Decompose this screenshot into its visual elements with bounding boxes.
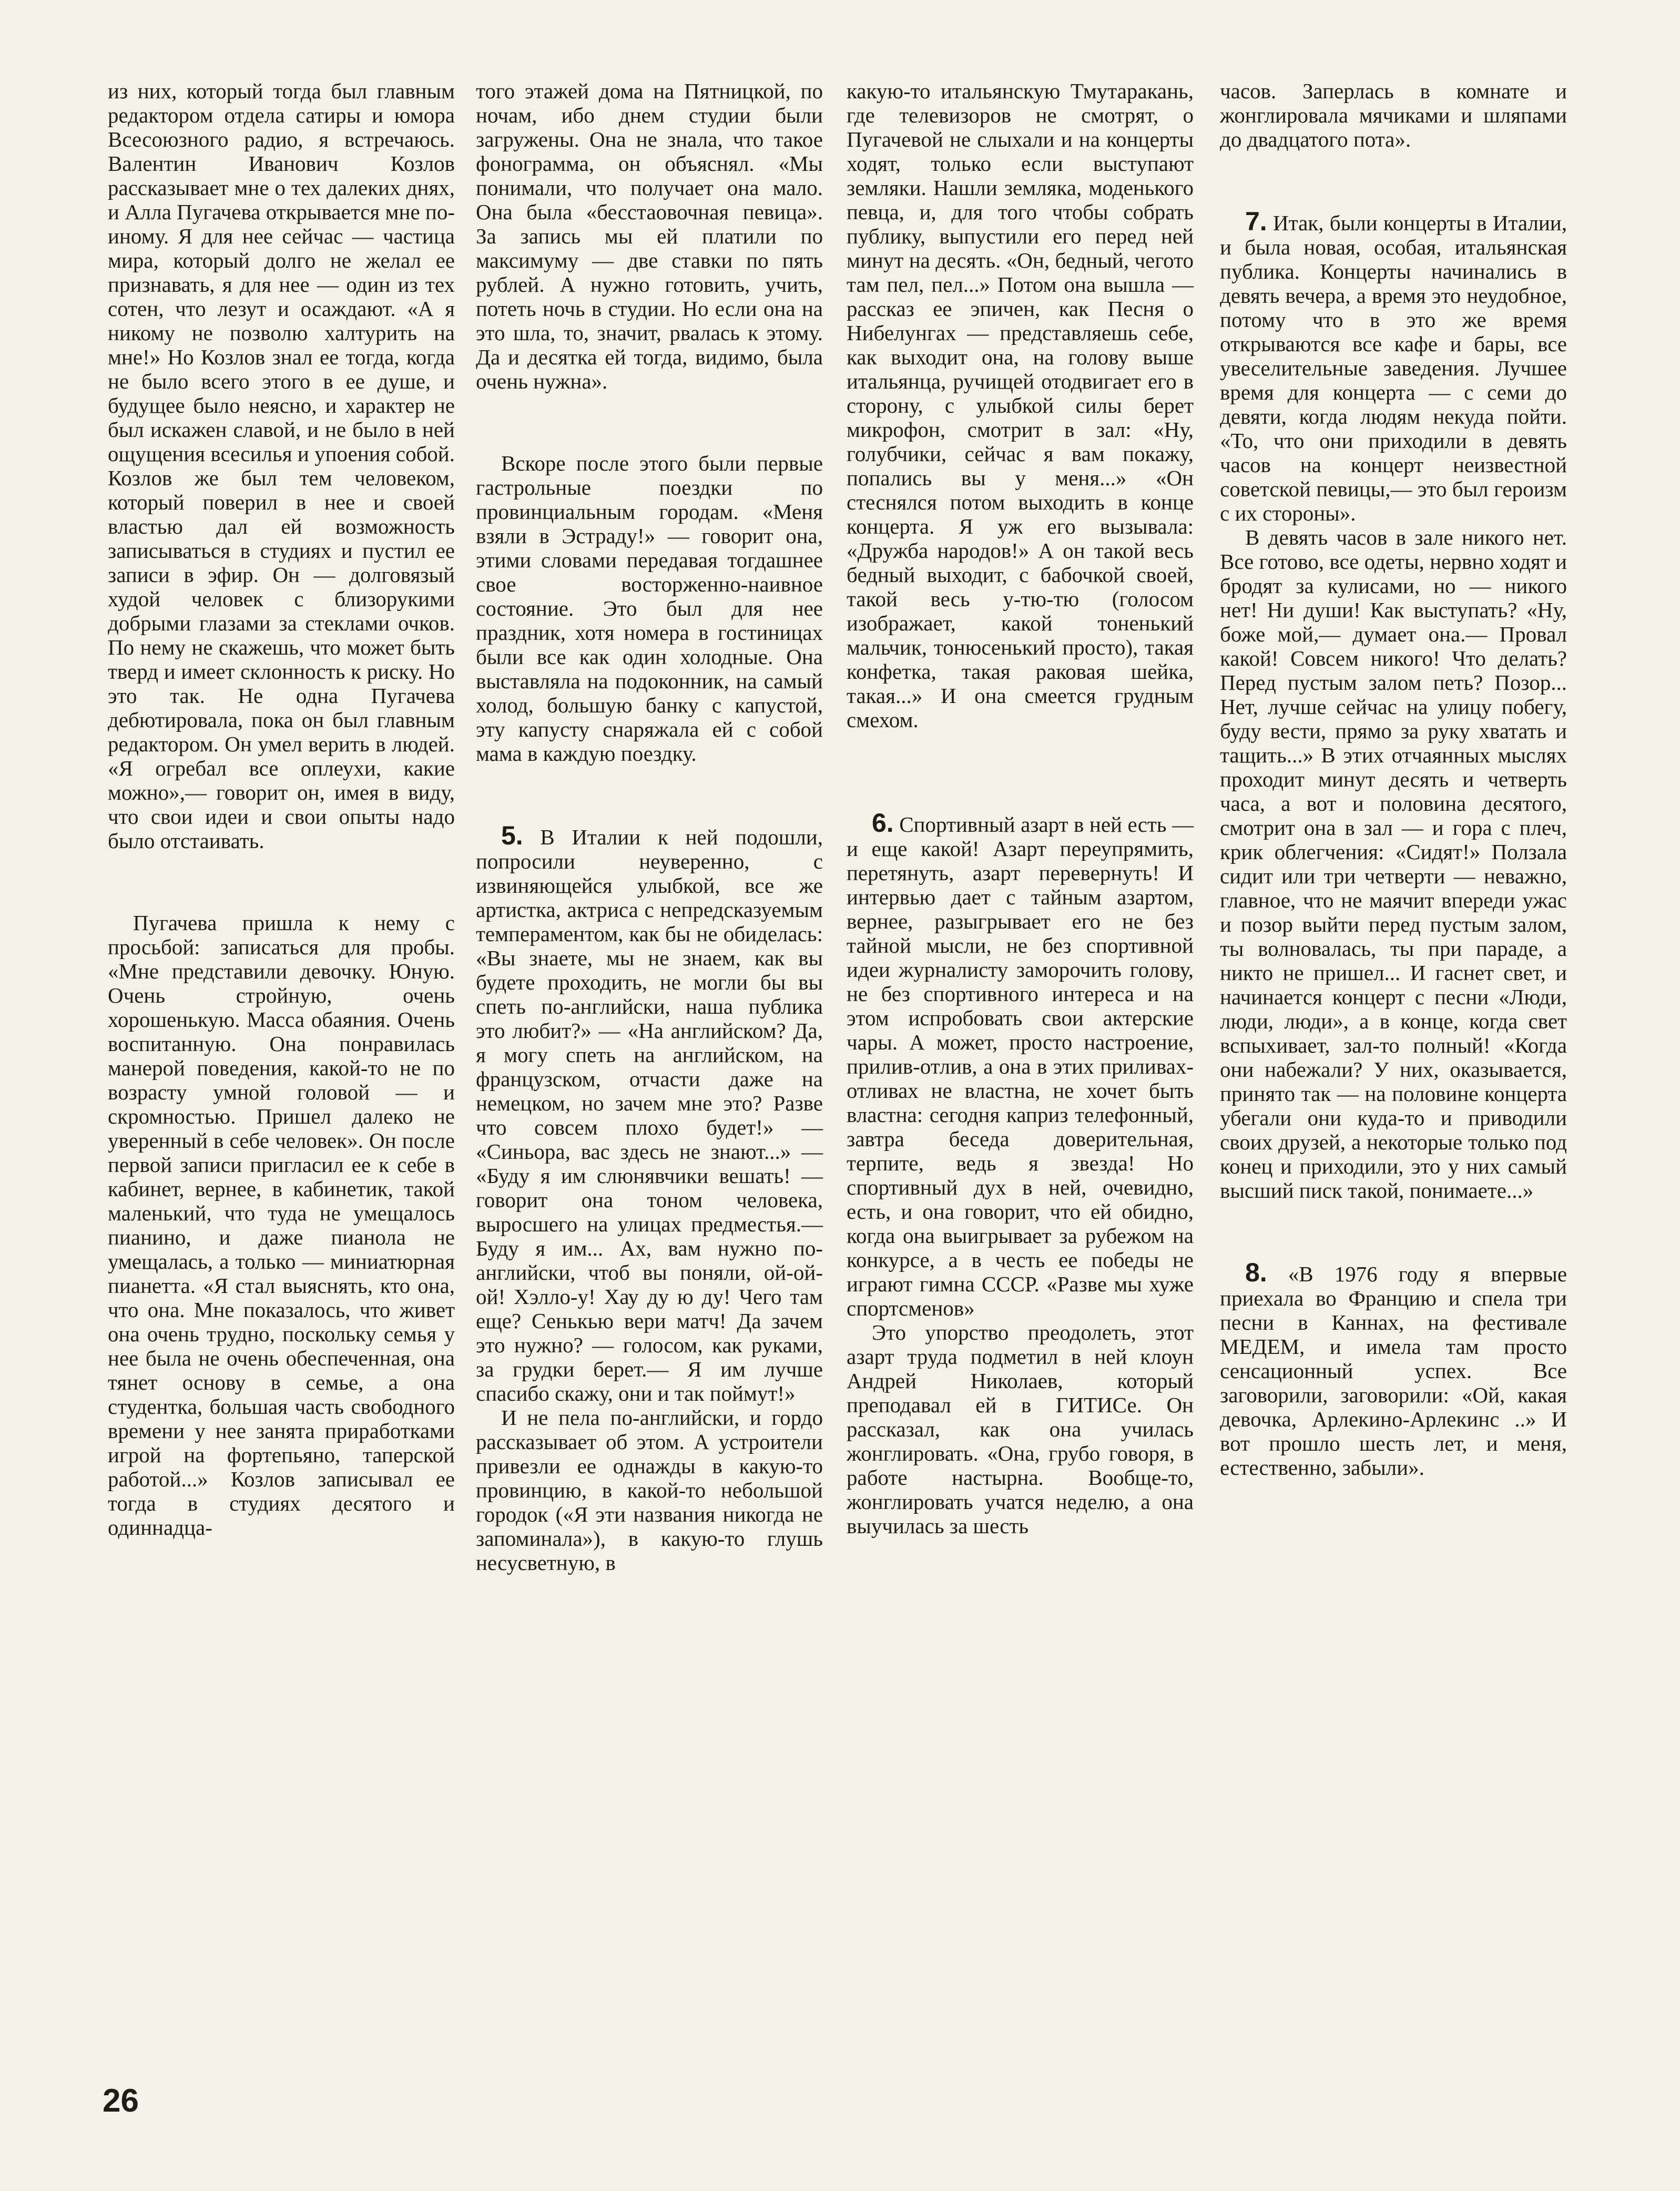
paragraph: И не пела по-английски, и гордо рассказывает об этом. А устроители привезли ее однажды в какую-то провинцию, в какой-то небольшой городок («Я эти названия никогда не запоминала»), в какую-то глушь несусветную, в: [476, 1405, 823, 1575]
text-column-1: [108, 79, 455, 1540]
paragraph-text: «В 1976 году я впервые приехала во Францию и спела три песни в Каннах, на фестивале МЕДЕМ, и имела там просто сенсационный успех. Все заговорили, заговорили: «Ой, какая девочка, Арлекино-Арлекинс ..» И вот прошло шесть лет, и меня, естественно, забыли».: [1220, 1262, 1567, 1480]
page-number: 26: [103, 2083, 139, 2119]
section-7-paragraph: [1220, 209, 1567, 525]
text-column-2: [476, 79, 823, 1575]
section-6-paragraph: [847, 808, 1194, 1320]
paragraph: какую-то итальянскую Тмутаракань, где телевизоров не смотрят, о Пугачевой не слыхали и на концерты ходят, только если выступают земляки. Нашли земляка, моденького певца, и, для того чтобы собрать публику, выпустили его перед ней минут на десять. «Он, бедный, чегото там пел, пел...» Потом она вышла — рассказ ее эпичен, как Песня о Нибелунгах — представляешь себе, как выходит она, на голову выше итальянца, ручищей отодвигает его в сторону, с улыбкой силы берет микрофон, смотрит в зал: «Ну, голубчики, сейчас я вам покажу, попались вы у меня...» «Он стеснялся потом выходить в конце концерта. Я уж его вызывала: «Дружба народов!» А он такой весь бедный выходит, с бабочкой своей, такой весь у-тю-тю (голосом изображает, какой тоненький мальчик, тонюсенький просто), такая конфетка, такая раковая шейка, такая...» И она смеется грудным смехом.: [847, 79, 1194, 732]
paragraph-text: Итак, были концерты в Италии, и была новая, особая, итальянская публика. Концерты начинались в девять вечера, а время это неудобное, потому что в это же время открываются все кафе и бары, все увеселительные заведения. Лучшее время для концерта — с семи до девяти, когда людям некуда пойти. «То, что они приходили в девять часов на концерт неизвестной советской певицы,— это был героизм с их стороны».: [1220, 211, 1567, 525]
paragraph: из них, который тогда был главным редактором отдела сатиры и юмора Всесоюзного радио, я встречаюсь. Валентин Иванович Козлов рассказывает мне о тех далеких днях, и Алла Пугачева открывается мне по-иному. Я для нее сейчас — частица мира, который долго не желал ее признавать, я для нее — один из тех сотен, что лезут и осаждают. «А я никому не позволю халтурить на мне!» Но Козлов знал ее тогда, когда не было всего этого в ее душе, и будущее было неясно, и характер не был искажен славой, и не было в ней ощущения всесилья и упоения собой. Козлов же был тем человеком, который поверил в нее и своей властью дал ей возможность записываться в студиях и пустил ее записи в эфир. Он — долговязый худой человек с близорукими добрыми глазами за стеклами очков. По нему не скажешь, что может быть тверд и имеет склонность к риску. Но это так. Не одна Пугачева дебютировала, пока он был главным редактором. Он умел верить в людей. «Я огребал все оплеухи, какие можно»,— говорит он, имея в виду, что свои идеи и свои опыты надо было отстаивать.: [108, 79, 455, 853]
text-column-3: [847, 79, 1194, 1538]
paragraph-text: Спортивный азарт в ней есть — и еще какой! Азарт переупрямить, перетянуть, азарт перевернуть! И интервью дает с тайным азартом, вернее, разыгрывает его не без тайной мысли, не без спортивной идеи журналисту заморочить голову, не без спортивного интереса и на этом испробовать свои актерские чары. А может, просто настроение, прилив-отлив, а она в этих приливах-отливах не властна, не хочет быть властна: сегодня каприз телефонный, завтра беседа доверительная, терпите, ведь я звезда! Но спортивный дух в ней, очевидно, есть, и она говорит, что ей обидно, когда она выигрывает за рубежом на конкурсе, а в честь ее победы не играют гимна СССР. «Разве мы хуже спортсменов»: [847, 812, 1194, 1320]
section-number: 7.: [1245, 207, 1267, 236]
paragraph: того этажей дома на Пятницкой, по ночам, ибо днем студии были загружены. Она не знала, что такое фонограмма, он объяснял. «Мы понимали, что получает она мало. Она была «бесстаовочная певица». За запись мы ей платили по максимуму — две ставки по пять рублей. А нужно готовить, учить, потеть ночь в студии. Но если она на это шла, то, значит, рвалась к этому. Да и десятка ей тогда, видимо, была очень нужна».: [476, 79, 823, 393]
text-column-4: [1220, 79, 1567, 1480]
paragraph: Это упорство преодолеть, этот азарт труда подметил в ней клоун Андрей Николаев, который преподавал ей в ГИТИСе. Он рассказал, как она училась жонглировать. «Она, грубо говоря, в работе настырна. Вообще-то, жонглировать учатся неделю, а она выучилась за шесть: [847, 1320, 1194, 1538]
paragraph-text: В Италии к ней подошли, попросили неуверенно, с извиняющейся улыбкой, все же артистка, актриса с непредсказуемым темпераментом, как бы не обиделась: «Вы знаете, мы не знаем, как вы будете проходить, не могли бы вы спеть по-английски, наша публика это любит?» — «На английском? Да, я могу спеть на английском, на французском, отчасти даже на немецком, но зачем мне это? Разве что совсем плохо будет!» — «Синьора, вас здесь не знают...» — «Буду я им слюнявчики вешать! — говорит она тоном человека, выросшего на улицах предместья.— Буду я им... Ах, вам нужно по-английски, чтоб вы поняли, ой-ой-ой! Хэлло-у! Хау ду ю ду! Чего там еще? Сенькью вери матч! Да зачем это нужно? — голосом, как руками, за грудки берет.— Я им лучше спасибо скажу, они и так поймут!»: [476, 825, 823, 1405]
paragraph: часов. Заперлась в комнате и жонглировала мячиками и шляпами до двадцатого пота».: [1220, 79, 1567, 151]
section-5-paragraph: [476, 823, 823, 1405]
section-number: 5.: [501, 821, 523, 850]
paragraph: Пугачева пришла к нему с просьбой: записаться для пробы. «Мне представили девочку. Юную. Очень стройную, очень хорошенькую. Масса обаяния. Очень воспитанную. Она понравилась манерой поведения, какой-то не по возрасту умной головой — и скромностью. Пришел далеко не уверенный в себе человек». Он после первой записи пригласил ее к себе в кабинет, вернее, в кабинетик, такой маленький, что туда не умещалось пианино, и даже пианола не умещалась, а только — миниатюрная пианетта. «Я стал выяснять, кто она, что она. Мне показалось, что живет она очень трудно, поскольку семья у нее была не очень обеспеченная, она тянет основу в семье, а она студентка, большая часть свободного времени у нее занята приработками игрой на фортепьяно, таперской работой...» Козлов записывал ее тогда в студиях десятого и одиннадца-: [108, 911, 455, 1540]
section-number: 8.: [1245, 1258, 1267, 1287]
section-number: 6.: [872, 808, 894, 838]
section-8-paragraph: [1220, 1260, 1567, 1480]
paragraph: Вскоре после этого были первые гастрольные поездки по провинциальным городам. «Меня взяли в Эстраду!» — говорит она, этими словами передавая тогдашнее свое восторженно-наивное состояние. Это был для нее праздник, хотя номера в гостиницах были все как один холодные. Она выставляла на подоконник, на самый холод, большую банку с капустой, эту капусту снаряжала ей с собой мама в каждую поездку.: [476, 451, 823, 766]
paragraph: В девять часов в зале никого нет. Все готово, все одеты, нервно ходят и бродят за кулисами, но — никого нет! Ни души! Как выступать? «Ну, боже мой,— думает она.— Провал какой! Совсем никого! Что делать? Перед пустым залом петь? Позор... Нет, лучше сейчас на улицу побегу, буду вести, прямо за руку хватать и тащить...» В этих отчаянных мыслях проходит минут десять и четверть часа, а вот и половина десятого, смотрит она в зал — и гора с плеч, крик облегчения: «Сидят!» Ползала сидит или три четверти — неважно, главное, что не маячит впереди ужас и позор выйти перед пустым залом, ты волновалась, ты при параде, а никто не пришел... И гаснет свет, и начинается концерт с песни «Люди, люди, люди», а в конце, когда свет вспыхивает, зал-то полный! «Когда они набежали? У них, оказывается, принято так — на половине концерта убегали они куда-то и приводили своих друзей, а некоторые только под конец и приходили, это у них самый высший писк такой, понимаете...»: [1220, 525, 1567, 1202]
